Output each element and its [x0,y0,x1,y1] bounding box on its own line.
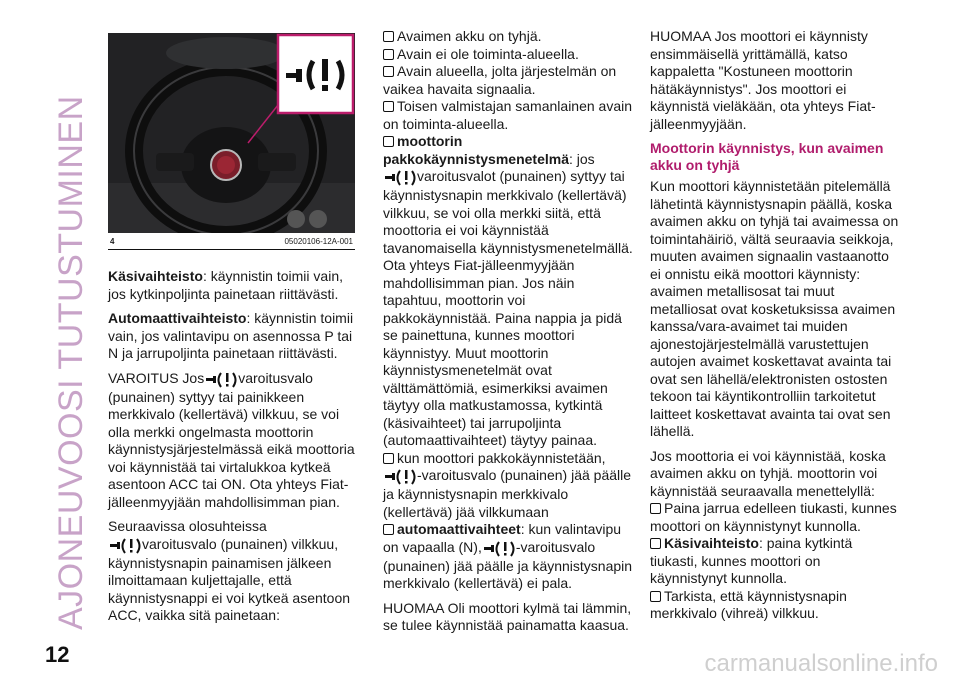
bullet-icon [383,101,394,112]
warning-paragraph: VAROITUS Jos varoitusvalo (punainen) syttyy tai painikkeen merkkivalo (kellertävä) vilkkuu, se voi olla merkki ongelmasta moottorin käynnistysjärjestelmässä eikä moottoria voi käynnistää tai virtalukkoa kytkeä asentoon ACC tai ON. Ota yhteys Fiat-jälleenmyyjään mahdollisimman pian. [108,369,355,510]
bullet-icon [383,136,394,147]
key-warning-light-icon [384,169,416,187]
list-item: automaattivaihteet: kun valintavipu on vapaalla (N), -varoitusvalo (punainen) jää päälle ja käynnistysnapin merkkivalo (kellertävä) ei pala. [383,521,633,591]
column-2 [383,28,633,642]
manual-transmission-paragraph: Käsivaihteisto: käynnistin toimii vain, jos kytkinpoljinta painetaan riittävästi. [108,268,343,302]
list-item: moottorin pakkokäynnistysmenetelmä: jos varoitusvalot (punainen) syttyy tai käynnistysnapin merkkivalo (kellertävä) vilkkuu, se voi olla merkki siitä, että moottoria ei voi käynnistää tavanomaisella käynnistysmenetelmällä. Ota yhteys Fiat-jälleenmyyjään mahdollisimman pian. Jos näin tapahtuu, moottorin voi pakkokäynnistää. Paina nappia ja pidä se painettuna, kunnes moottori käynnistyy. Muut moottorin käynnistysmenetelmät ovat välttämättömiä, esimerkiksi avaimen täytyy olla matkustamossa, kytkintä (käsivaihteet) tai jarrupoljinta (automaattivaihteet) täytyy painaa. [383,133,633,448]
list-item: Avaimen akku on tyhjä. [383,28,633,46]
list-item: Paina jarrua edelleen tiukasti, kunnes moottori on käynnistynyt kunnolla. [650,500,897,534]
bullet-icon [383,31,394,42]
steering-wheel-illustration [108,33,355,233]
key-warning-light-icon [109,537,141,555]
body-paragraph: Kun moottori käynnistetään pitelemällä lähetintä käynnistysnapin päällä, koska avaimen akku on tyhjä tai avaimessa on toimintahäiriö, vältä seuraavia seikkoja, muuten avaimen signaalin vastaanotto ei onnistu eikä moottori käynnisty: avaimen metallisosat tai muut metalliosat ovat kosketuksissa avaimen kanssa/vara-avaimet tai muiden ajonestojärjestelmällä varustettujen autojen avaimet koskettavat avainta tai ovat sen lähellä/elektronisten ostosten tekoon tai käyntikontrolliin tarkoitetut laitteet koskettavat avainta tai ovat sen lähellä. [650,178,899,439]
note-paragraph: HUOMAA Jos moottori ei käynnisty ensimmäisellä yrittämällä, katso kappaletta "Kostuneen moottorin hätäkäynnistys". Jos moottori ei käynnistä vieläkään, ota yhteys Fiat-jälleenmyyjään. [650,28,876,132]
figure-caption [108,233,355,250]
bullet-icon [650,591,661,602]
column-1 [108,268,358,632]
column-3 [650,28,900,623]
note-paragraph: HUOMAA Oli moottori kylmä tai lämmin, se tulee käynnistää painamatta kaasua. [383,599,632,633]
section-title: AJONEUVOOSI TUTUSTUMINEN [52,95,90,630]
page-number: 12 [45,642,70,667]
key-warning-light-icon [205,371,237,389]
bullet-icon [383,453,394,464]
figure-number: 4 [110,237,115,246]
conditions-paragraph: Seuraavissa olosuhteissa varoitusvalo (punainen) vilkkuu, käynnistysnapin painamisen jälkeen ilmoittamaan kuljettajalle, että käynnistysnappi ei voi kytkeä asentoon ACC, vaikka sitä painetaan: [108,518,351,623]
bullet-icon [383,66,394,77]
automatic-transmission-paragraph: Automaattivaihteisto: käynnistin toimii vain, jos valintavipu on asennossa P tai N ja jarrupoljinta painetaan riittävästi. [108,310,354,361]
list-item: Avain alueella, jolta järjestelmän on vaikea havaita signaalia. [383,63,617,97]
key-warning-light-icon [384,468,416,486]
list-item: Avain ei ole toiminta-alueella. [383,46,633,64]
bullet-icon [650,538,661,549]
list-item: Tarkista, että käynnistysnapin merkkivalo (vihreä) vilkkuu. [650,587,847,621]
watermark: carmanualsonline.info [704,650,938,677]
steering-wheel-figure [108,33,355,233]
list-item: kun moottori pakkokäynnistetään, -varoitusvalo (punainen) jää päälle ja käynnistysnapin merkkivalo (kellertävä) jää vilkkumaan [383,449,632,520]
key-warning-light-icon [483,540,515,558]
body-paragraph: Jos moottoria ei voi käynnistää, koska avaimen akku on tyhjä. moottorin voi käynnistää seuraavalla menettelyllä: [650,447,886,499]
list-item: Käsivaihteisto: paina kytkintä tiukasti, kunnes moottori on käynnistynyt kunnolla. [650,535,853,586]
bullet-icon [650,503,661,514]
bullet-icon [383,524,394,535]
list-item: Toisen valmistajan samanlainen avain on toiminta-alueella. [383,98,633,132]
figure-code: 05020106-12A-001 [284,237,353,246]
bullet-icon [383,49,394,60]
section-heading: Moottorin käynnistys, kun avaimen akku on tyhjä [650,140,884,173]
